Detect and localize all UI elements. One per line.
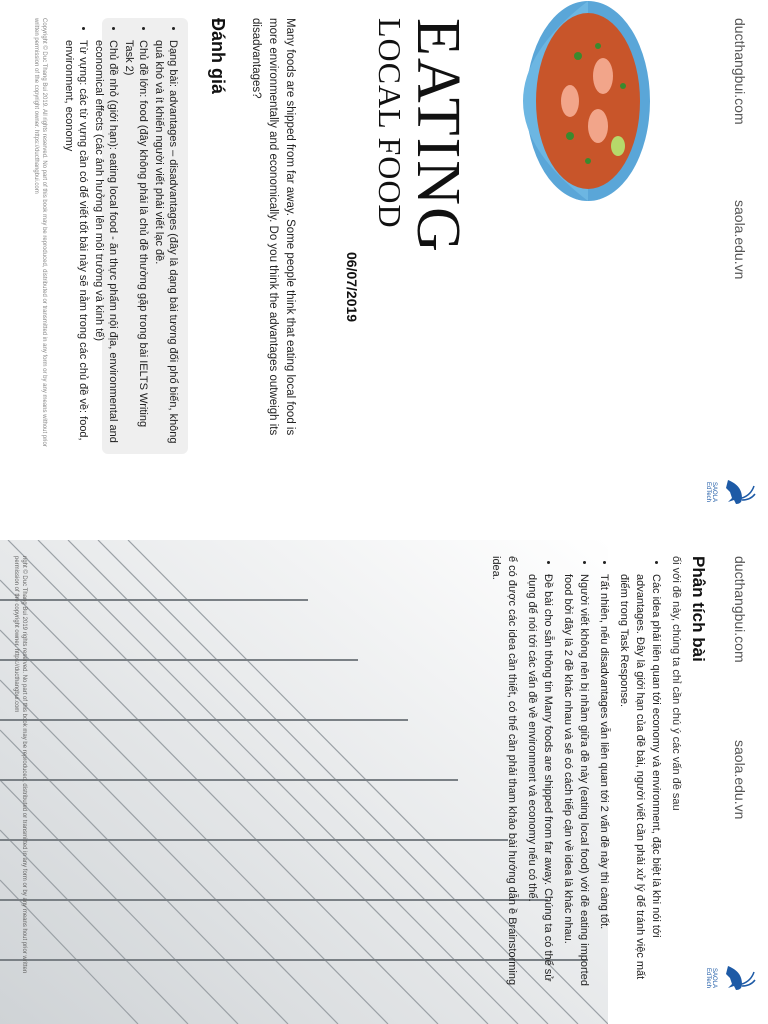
header-website-right[interactable]: saola.edu.vn bbox=[732, 740, 748, 820]
header-website-left[interactable]: ducthangbui.com bbox=[732, 556, 748, 663]
logo-text: SAOLA EdTech bbox=[705, 967, 717, 988]
analysis-item: • Các idea phải liên quan tới economy và environment, đặc biệt là khi nói tới advantages. Đây là giới hạn của đề bài, người viết cần phải xử lý để tránh việc mất điểm trong Task Response. bbox=[616, 574, 664, 996]
title-line-1: EATING bbox=[404, 18, 472, 254]
header-website-right[interactable]: saola.edu.vn bbox=[732, 200, 748, 280]
evaluation-heading: Đánh giá bbox=[208, 18, 228, 95]
eval-item: • Chủ đề nhỏ (giới hạn): eating local food - ăn thực phẩm nội địa, environmental and economical effects (các ảnh hưởng lên môi trường và kinh tế) bbox=[92, 40, 120, 444]
bottom-page bbox=[0, 540, 768, 1024]
saola-logo bbox=[705, 472, 756, 512]
eval-item: • Dạng bài: advantages – disadvantages (đây là dạng bài tương đối phổ biến, không quá khó và ít khiến người viết phải viết lạc đề. bbox=[152, 40, 180, 444]
section-intro: ối với đề này, chúng ta chỉ cần chú ý các vấn đề sau bbox=[670, 556, 682, 811]
title-line-2: LOCAL FOOD bbox=[372, 18, 408, 229]
title-date: 06/07/2019 bbox=[344, 252, 360, 323]
closing-note: ể có được các idea cần thiết, có thể cần phải tham khảo bài hướng dẫn ề Brainstorming idea. bbox=[490, 556, 518, 986]
deer-logo-icon bbox=[722, 958, 756, 998]
analysis-item: • Người viết không nên bị nhầm giữa đề này (eating local food) với đề eating imported food bởi đây là 2 đề khác nhau và sẽ có cách tiếp cận về idea là khác nhau. bbox=[560, 574, 592, 996]
copyright-notice: Copyright © Duc Thang Bui 2019. All rights reserved. No part of this book may be reproduced, distributed or transmitted in any form or by any means without prior written permission of the copyright owner. https://ducthangbui.com bbox=[33, 18, 47, 447]
eval-item: • Chủ đề lớn: food (đây không phải là chủ đề thường gặp trong bài IELTS Writing Task 2) bbox=[122, 40, 150, 444]
essay-prompt: Many foods are shipped from far away. Some people think that eating local food is more environmentally and economically. Do you think the advantages outweigh its disadvantages? bbox=[250, 18, 296, 436]
deer-logo-icon bbox=[722, 472, 756, 512]
soup-bowl-image bbox=[493, 0, 658, 206]
logo-text: SAOLA EdTech bbox=[705, 481, 717, 502]
saola-logo bbox=[705, 958, 756, 998]
title-block bbox=[344, 18, 472, 323]
evaluation-box bbox=[63, 18, 188, 454]
analysis-item: • Đề bài cho sẵn thông tin Many foods are shipped from far away. Chúng ta có thể sử dụng để nói tới các vấn đề về environment và economy nếu có thể. bbox=[524, 574, 556, 996]
analysis-item: • Tất nhiên, nếu disadvantages vẫn liên quan tới 2 vấn đề này thì càng tốt. bbox=[596, 574, 612, 996]
eval-item: • Từ vựng: các từ vựng cần có để viết tốt bài này sẽ nằm trong các chủ đề về: food, environment, economy bbox=[62, 40, 90, 444]
copyright-notice: right © Duc Thang Bui 2019 rights reserved. No part of this book may be reproduced, distributed or transmitted in any form or by any means hout prior written permission of the copyright owner. https://ducthangbui.com bbox=[13, 556, 27, 974]
header-website-left[interactable]: ducthangbui.com bbox=[732, 18, 748, 125]
analysis-section bbox=[488, 556, 708, 996]
section-title: Phân tích bài bbox=[689, 556, 708, 662]
